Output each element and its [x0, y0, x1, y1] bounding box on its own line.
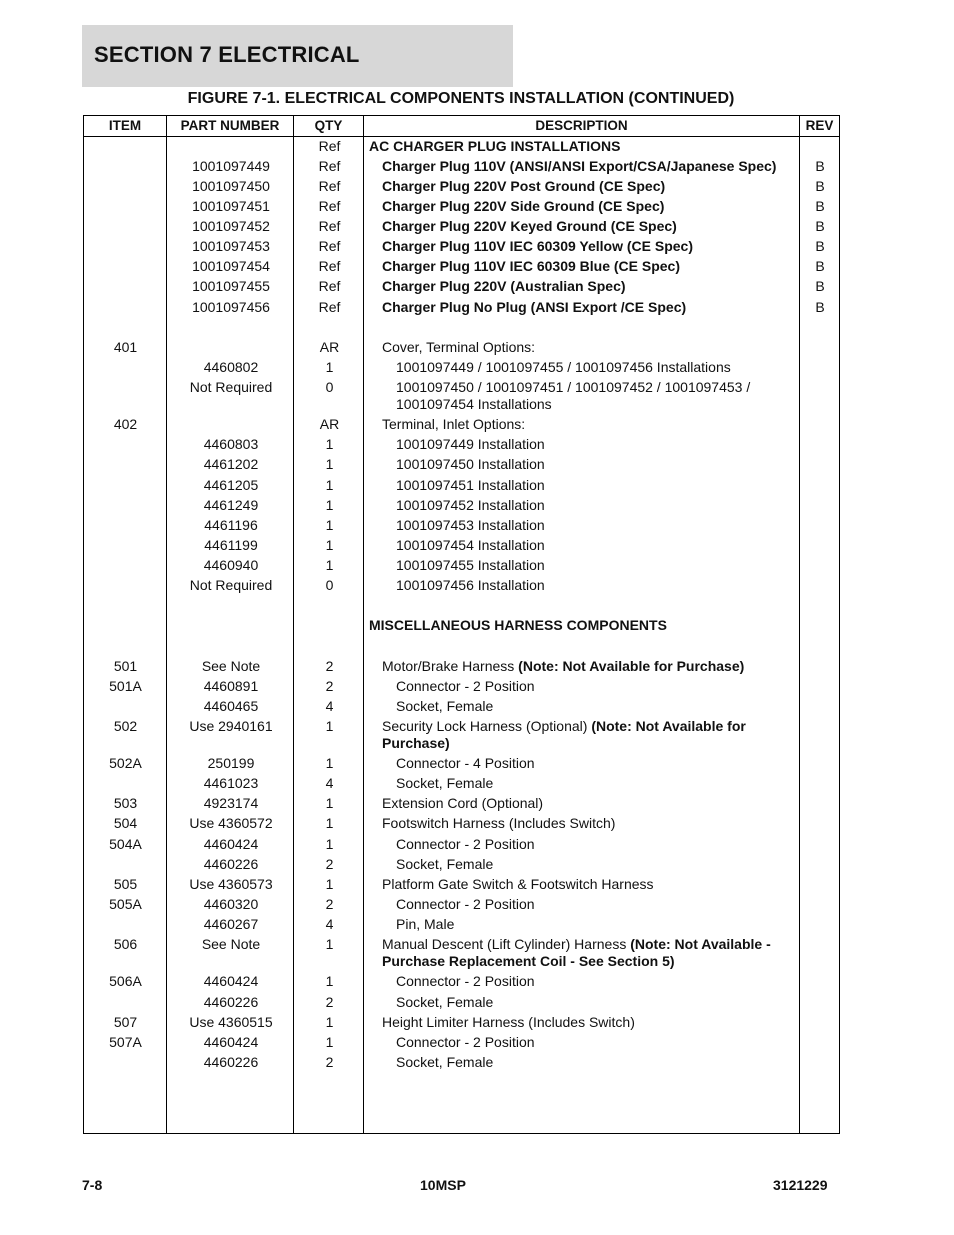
qty-cell: 2: [325, 856, 334, 872]
model-name: 10MSP: [420, 1177, 466, 1193]
description-cell: [396, 698, 797, 715]
description-note: (Note: Not Available for Purchase): [382, 718, 746, 751]
part-number-cell: 4461196: [204, 517, 258, 533]
description-text: Connector - 2 Position: [396, 973, 535, 989]
description-text: Connector - 2 Position: [396, 836, 535, 852]
part-number-cell: 4460226: [203, 994, 259, 1010]
qty-cell: 1: [325, 1034, 334, 1050]
qty-cell: 4: [325, 698, 334, 714]
description-text: 1001097449 Installation: [396, 436, 545, 452]
description-text: Connector - 4 Position: [396, 755, 535, 771]
part-number-cell: 4460424: [203, 973, 259, 989]
description-cell: [396, 577, 797, 594]
item-cell: 501: [113, 658, 138, 674]
description-text: Height Limiter Harness (Includes Switch): [382, 1014, 635, 1030]
part-number-cell: See Note: [201, 658, 261, 674]
description-text: Charger Plug 110V (ANSI/ANSI Export/CSA/Japanese Spec): [382, 158, 777, 174]
description-text: 1001097449 / 1001097455 / 1001097456 Installations: [396, 359, 731, 375]
description-text: Socket, Female: [396, 775, 494, 791]
rev-cell: B: [815, 278, 825, 294]
description-note: (Note: Not Available - Purchase Replacement Coil - See Section 5): [382, 936, 771, 969]
part-number-cell: 250199: [207, 755, 255, 771]
description-cell: [396, 456, 797, 473]
rev-cell: B: [815, 178, 825, 194]
part-number-cell: 4460424: [203, 836, 259, 852]
qty-cell: Ref: [318, 299, 341, 315]
qty-cell: 4: [325, 916, 334, 932]
description-cell: [382, 936, 797, 970]
part-number-cell: Use 4360515: [189, 1014, 273, 1030]
qty-cell: 2: [325, 658, 334, 674]
qty-cell: 4: [325, 775, 334, 791]
part-number-cell: 1001097456: [192, 299, 270, 315]
description-cell: [396, 856, 797, 873]
description-cell: [396, 994, 797, 1011]
description-text: Terminal, Inlet Options:: [382, 416, 526, 432]
description-cell: [382, 178, 797, 195]
section-title: SECTION 7 ELECTRICAL: [94, 42, 360, 67]
qty-cell: 2: [325, 1054, 334, 1070]
part-number-cell: 4460803: [203, 436, 259, 452]
part-number-cell: 1001097452: [192, 218, 270, 234]
description-cell: [382, 795, 797, 812]
description-text: Connector - 2 Position: [396, 896, 535, 912]
qty-cell: 1: [325, 477, 334, 493]
description-text: 1001097454 Installation: [396, 537, 545, 553]
qty-cell: 1: [325, 876, 334, 892]
section-banner: [82, 25, 513, 87]
qty-cell: 1: [325, 359, 334, 375]
page-number: 7-8: [82, 1177, 103, 1193]
part-number-cell: 1001097453: [192, 238, 270, 254]
part-number-cell: Use 2940161: [189, 718, 273, 734]
item-cell: 401: [113, 339, 138, 355]
qty-cell: 1: [325, 497, 334, 513]
description-text: Footswitch Harness (Includes Switch): [382, 815, 616, 831]
description-text: 1001097451 Installation: [396, 477, 545, 493]
qty-cell: 1: [325, 456, 334, 472]
description-text: Socket, Female: [396, 1054, 494, 1070]
item-cell: 503: [113, 795, 138, 811]
part-number-cell: See Note: [201, 936, 261, 952]
description-text: Extension Cord (Optional): [382, 795, 544, 811]
part-number-cell: 4461205: [203, 477, 259, 493]
description-cell: [382, 299, 797, 316]
description-text: Socket, Female: [396, 994, 494, 1010]
qty-cell: 1: [325, 836, 334, 852]
qty-cell: Ref: [318, 218, 341, 234]
document-number: 3121229: [773, 1177, 828, 1193]
description-text: 1001097452 Installation: [396, 497, 545, 513]
description-cell: [396, 359, 797, 376]
qty-cell: 0: [325, 379, 334, 395]
qty-cell: Ref: [318, 198, 341, 214]
description-text: Charger Plug 110V IEC 60309 Blue (CE Spec): [382, 258, 681, 274]
figure-title: FIGURE 7-1. ELECTRICAL COMPONENTS INSTALLATION (CONTINUED): [187, 90, 735, 107]
item-cell: 501A: [109, 678, 142, 694]
qty-cell: AR: [319, 339, 340, 355]
qty-cell: 1: [325, 517, 334, 533]
description-text: Pin, Male: [396, 916, 455, 932]
part-number-cell: 4460267: [203, 916, 259, 932]
description-cell: [396, 436, 797, 453]
qty-cell: 2: [325, 994, 334, 1010]
description-cell: [396, 379, 797, 413]
item-cell: 505A: [109, 896, 142, 912]
part-number-cell: 1001097455: [192, 278, 270, 294]
description-text: Socket, Female: [396, 856, 494, 872]
description-text: 1001097450 / 1001097451 / 1001097452 / 1001097453 / 1001097454 Installations: [396, 379, 751, 412]
part-number-cell: 4460226: [203, 856, 259, 872]
description-text: 1001097455 Installation: [396, 557, 545, 573]
qty-cell: Ref: [318, 238, 341, 254]
item-cell: 504A: [109, 836, 142, 852]
description-text: Charger Plug 220V Side Ground (CE Spec): [382, 198, 665, 214]
part-number-cell: 4460424: [203, 1034, 259, 1050]
qty-cell: 1: [325, 936, 334, 952]
part-number-cell: 4460465: [203, 698, 259, 714]
part-number-cell: 1001097450: [192, 178, 270, 194]
description-cell: [396, 1034, 797, 1051]
part-number-cell: 4460891: [203, 678, 259, 694]
qty-cell: 1: [325, 537, 334, 553]
description-cell: [369, 138, 797, 155]
header-divider: [84, 136, 839, 137]
qty-cell: 0: [325, 577, 334, 593]
description-cell: [396, 836, 797, 853]
qty-cell: 1: [325, 795, 334, 811]
qty-cell: 1: [325, 815, 334, 831]
qty-cell: 1: [325, 1014, 334, 1030]
qty-cell: Ref: [318, 278, 341, 294]
part-number-cell: 4461202: [203, 456, 259, 472]
part-number-cell: 4461249: [203, 497, 259, 513]
part-number-cell: Use 4360572: [189, 815, 273, 831]
part-number-cell: Not Required: [189, 379, 273, 395]
description-cell: [382, 238, 797, 255]
qty-cell: AR: [319, 416, 340, 432]
description-cell: [382, 218, 797, 235]
description-cell: [369, 617, 797, 634]
description-cell: [396, 896, 797, 913]
description-text: 1001097450 Installation: [396, 456, 545, 472]
part-number-cell: 4460320: [203, 896, 259, 912]
description-cell: [382, 158, 797, 175]
description-text: AC CHARGER PLUG INSTALLATIONS: [369, 138, 621, 154]
item-cell: 505: [113, 876, 138, 892]
part-number-cell: 1001097449: [192, 158, 270, 174]
column-divider: [799, 116, 800, 1133]
description-cell: [382, 815, 797, 832]
description-text: Connector - 2 Position: [396, 1034, 535, 1050]
part-number-cell: 1001097451: [192, 198, 270, 214]
description-cell: [382, 416, 797, 433]
description-text: MISCELLANEOUS HARNESS COMPONENTS: [369, 617, 667, 633]
qty-cell: Ref: [318, 178, 341, 194]
qty-cell: Ref: [318, 258, 341, 274]
rev-cell: B: [815, 238, 825, 254]
item-cell: 502: [113, 718, 138, 734]
part-number-cell: 4461199: [204, 537, 258, 553]
column-header-qty: QTY: [314, 118, 343, 133]
item-cell: 402: [113, 416, 138, 432]
description-text: Manual Descent (Lift Cylinder) Harness: [382, 936, 631, 952]
rev-cell: B: [815, 158, 825, 174]
description-text: Charger Plug 220V Post Ground (CE Spec): [382, 178, 666, 194]
description-cell: [382, 339, 797, 356]
qty-cell: 1: [325, 557, 334, 573]
description-text: Charger Plug 220V (Australian Spec): [382, 278, 626, 294]
description-cell: [396, 477, 797, 494]
description-cell: [382, 258, 797, 275]
description-text: Motor/Brake Harness: [382, 658, 519, 674]
part-number-cell: Not Required: [189, 577, 273, 593]
description-cell: [396, 916, 797, 933]
description-text: Charger Plug 220V Keyed Ground (CE Spec): [382, 218, 677, 234]
description-cell: [396, 537, 797, 554]
rev-cell: B: [815, 218, 825, 234]
description-cell: [396, 497, 797, 514]
description-text: 1001097456 Installation: [396, 577, 545, 593]
part-number-cell: 4460940: [203, 557, 259, 573]
description-cell: [396, 517, 797, 534]
rev-cell: B: [815, 258, 825, 274]
description-cell: [396, 973, 797, 990]
qty-cell: Ref: [318, 158, 341, 174]
description-cell: [382, 718, 797, 752]
part-number-cell: 4461023: [203, 775, 259, 791]
description-cell: [396, 678, 797, 695]
description-text: Charger Plug No Plug (ANSI Export /CE Spec): [382, 299, 687, 315]
part-number-cell: Use 4360573: [189, 876, 273, 892]
qty-cell: 2: [325, 678, 334, 694]
column-header-description: DESCRIPTION: [535, 118, 628, 133]
part-number-cell: 1001097454: [192, 258, 270, 274]
description-cell: [396, 1054, 797, 1071]
item-cell: 502A: [109, 755, 142, 771]
description-text: Connector - 2 Position: [396, 678, 535, 694]
description-cell: [396, 775, 797, 792]
item-cell: 507A: [109, 1034, 142, 1050]
description-text: Security Lock Harness (Optional): [382, 718, 592, 734]
description-cell: [382, 1014, 797, 1031]
part-number-cell: 4923174: [203, 795, 259, 811]
description-text: Charger Plug 110V IEC 60309 Yellow (CE Spec): [382, 238, 693, 254]
description-cell: [396, 755, 797, 772]
item-cell: 506A: [109, 973, 142, 989]
qty-cell: 1: [325, 755, 334, 771]
item-cell: 507: [113, 1014, 138, 1030]
description-cell: [382, 876, 797, 893]
parts-table: [83, 115, 840, 1134]
rev-cell: B: [815, 299, 825, 315]
description-note: (Note: Not Available for Purchase): [518, 658, 745, 674]
part-number-cell: 4460802: [203, 359, 259, 375]
description-text: Platform Gate Switch & Footswitch Harness: [382, 876, 654, 892]
part-number-cell: 4460226: [203, 1054, 259, 1070]
description-text: 1001097453 Installation: [396, 517, 545, 533]
qty-cell: 1: [325, 973, 334, 989]
description-cell: [382, 198, 797, 215]
column-header-rev: REV: [805, 118, 834, 133]
item-cell: 504: [113, 815, 138, 831]
description-text: Socket, Female: [396, 698, 494, 714]
rev-cell: B: [815, 198, 825, 214]
qty-cell: 1: [325, 718, 334, 734]
description-text: Cover, Terminal Options:: [382, 339, 536, 355]
column-header-part-number: PART NUMBER: [180, 118, 280, 133]
description-cell: [382, 278, 797, 295]
column-header-item: ITEM: [108, 118, 142, 133]
qty-cell: 2: [325, 896, 334, 912]
qty-cell: 1: [325, 436, 334, 452]
qty-cell: Ref: [318, 138, 341, 154]
item-cell: 506: [113, 936, 138, 952]
description-cell: [396, 557, 797, 574]
description-cell: [382, 658, 797, 675]
